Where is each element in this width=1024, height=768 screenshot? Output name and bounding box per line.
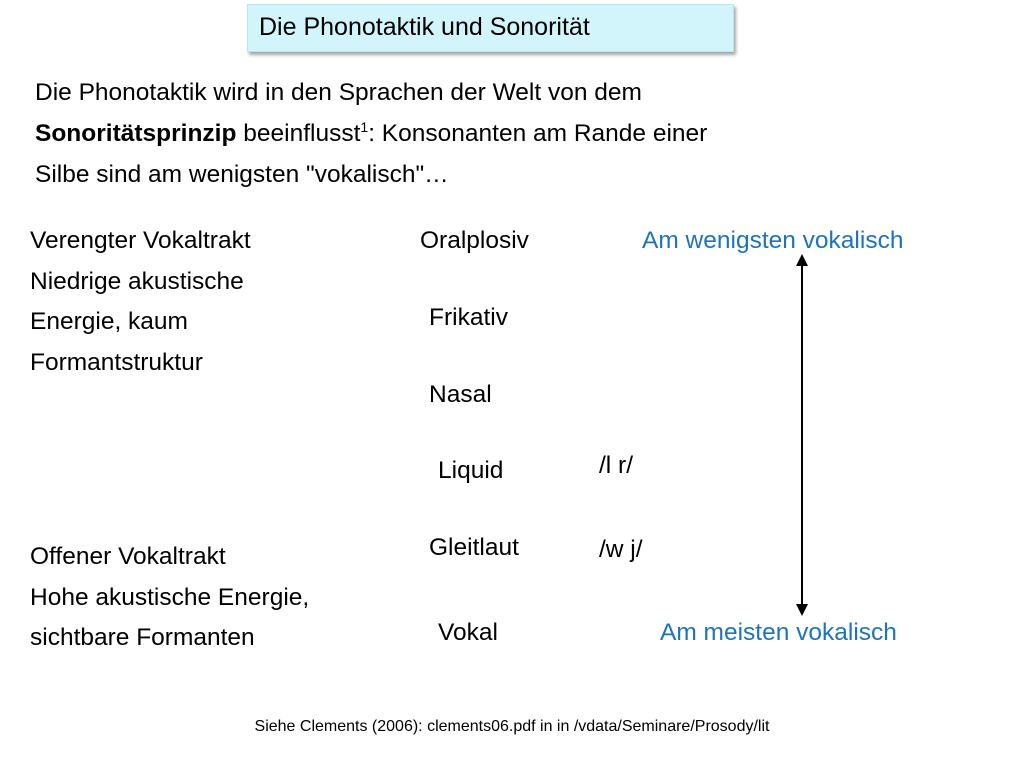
label-least-vocalic: Am wenigsten vokalisch [642, 227, 904, 254]
example-liquid: /l r/ [599, 452, 634, 479]
side-line: Offener Vokaltrakt [30, 543, 226, 570]
scale-nasal: Nasal [429, 381, 492, 408]
side-line: Energie, kaum [30, 308, 188, 335]
scale-oralplosiv: Oralplosiv [420, 227, 529, 254]
intro-line-3: Silbe sind am wenigsten "vokalisch"… [35, 161, 449, 188]
intro-paragraph [35, 72, 935, 195]
scale-liquid: Liquid [438, 457, 504, 484]
side-line: Hohe akustische Energie, [30, 583, 310, 611]
footnote-mark: 1 [360, 119, 369, 135]
constricted-tract-description [30, 221, 251, 383]
slide-title: Die Phonotaktik und Sonorität [259, 13, 590, 41]
intro-line-2 [35, 113, 935, 154]
side-line: Niedrige akustische [30, 267, 244, 295]
footer-citation: Siehe Clements (2006): clements06.pdf in in /vdata/Seminare/Prosody/lit [254, 718, 770, 735]
open-tract-description [30, 537, 309, 659]
double-arrow-icon [790, 252, 814, 618]
label-most-vocalic: Am meisten vokalisch [660, 619, 897, 646]
side-line: Verengter Vokaltrakt [30, 227, 251, 254]
intro-bold-term: Sonoritätsprinzip [35, 120, 237, 147]
side-line: Formantstruktur [30, 348, 203, 376]
intro-line-1: Die Phonotaktik wird in den Sprachen der Welt von dem [35, 79, 642, 106]
side-line: sichtbare Formanten [30, 624, 255, 651]
intro-text: beeinflusst [236, 120, 361, 147]
example-gleitlaut: /w j/ [599, 536, 643, 563]
scale-frikativ: Frikativ [429, 304, 508, 331]
scale-vokal: Vokal [438, 619, 498, 646]
intro-text-cont: : Konsonanten am Rande einer [368, 120, 708, 147]
scale-gleitlaut: Gleitlaut [429, 534, 519, 561]
